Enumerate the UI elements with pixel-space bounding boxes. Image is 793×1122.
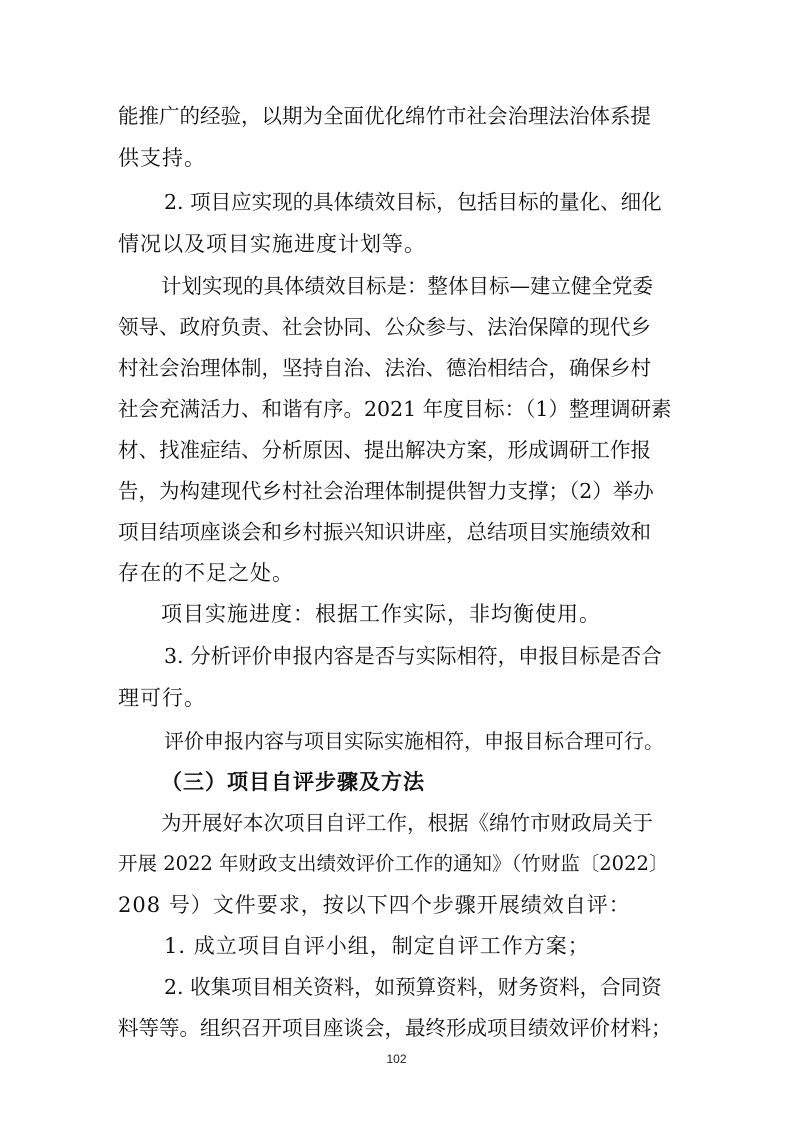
body-text-line: 领导、政府负责、社会协同、公众参与、法治保障的现代乡 — [118, 315, 651, 339]
body-text-line: 计划实现的具体绩效目标是：整体目标—建立健全党委 — [161, 274, 653, 298]
body-text-line: 2. 收集项目相关资料，如预算资料，财务资料，合同资 — [164, 975, 662, 999]
body-text-line: 社会充满活力、和谐有序。2021 年度目标：（1）整理调研素 — [118, 397, 672, 421]
body-text-line: 项目实施进度：根据工作实际，非均衡使用。 — [161, 602, 601, 626]
body-text-line: 评价申报内容与项目实际实施相符，申报目标合理可行。 — [164, 729, 664, 753]
body-text-line: 存在的不足之处。 — [118, 561, 294, 585]
body-text-line: 开展 2022 年财政支出绩效评价工作的通知》（竹财监〔2022〕 — [118, 852, 669, 875]
body-text-line: 告，为构建现代乡村社会治理体制提供智力支撑；（2）举办 — [118, 479, 654, 503]
body-text-line: 为开展好本次项目自评工作，根据《绵竹市财政局关于 — [161, 811, 653, 835]
body-text-line: 理可行。 — [118, 686, 206, 710]
body-text-line: 能推广的经验，以期为全面优化绵竹市社会治理法治体系提 — [118, 104, 651, 128]
body-text-line: 2. 项目应实现的具体绩效目标，包括目标的量化、细化 — [164, 190, 662, 214]
body-text-line: 供支持。 — [118, 146, 206, 170]
body-text-line: 料等等。组织召开项目座谈会，最终形成项目绩效评价材料； — [118, 1016, 672, 1040]
body-text-line: 3. 分析评价申报内容是否与实际相符，申报目标是否合 — [164, 644, 662, 668]
body-text-line: 1. 成立项目自评小组，制定自评工作方案； — [164, 934, 590, 958]
body-text-line: 项目结项座谈会和乡村振兴知识讲座，总结项目实施绩效和 — [118, 520, 651, 544]
body-text-line: 208 号）文件要求，按以下四个步骤开展绩效自评： — [118, 893, 631, 917]
body-text-line: 材、找准症结、分析原因、提出解决方案，形成调研工作报 — [118, 438, 651, 462]
body-text-line: 情况以及项目实施进度计划等。 — [118, 232, 426, 256]
section-heading: （三）项目自评步骤及方法 — [161, 770, 425, 794]
body-text-line: 村社会治理体制，坚持自治、法治、德治相结合，确保乡村 — [118, 356, 651, 380]
page-number: 102 — [386, 1052, 407, 1066]
